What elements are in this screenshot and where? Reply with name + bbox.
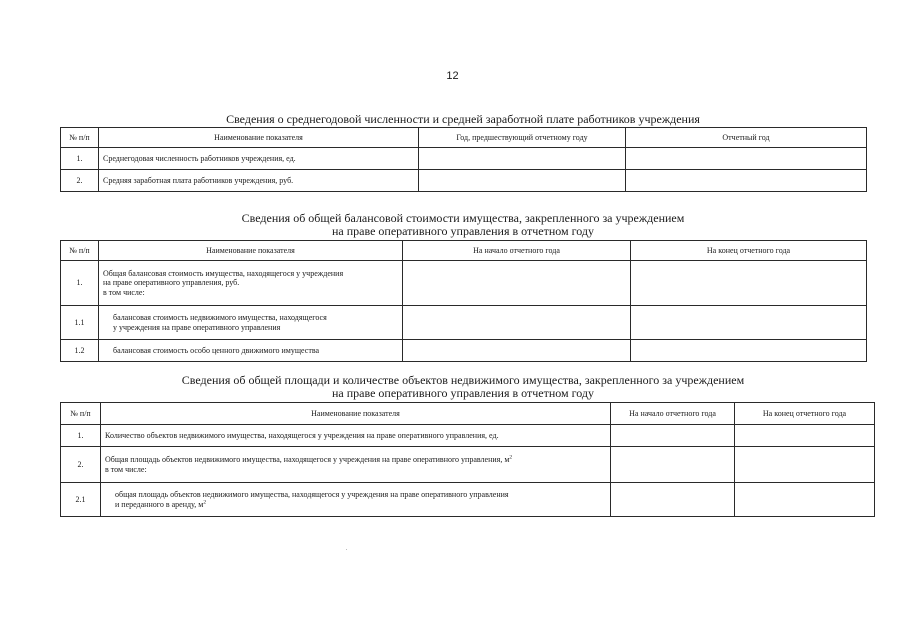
section3-table xyxy=(60,402,875,517)
row-num: 2.1 xyxy=(61,483,101,517)
value-cell[interactable] xyxy=(631,340,867,362)
row-num: 1. xyxy=(61,425,101,447)
col-header-prev-year: Год, предшествующий отчетному году xyxy=(419,128,626,148)
table-header-row xyxy=(61,403,875,425)
row-num: 1. xyxy=(61,261,99,306)
section1-title-text: Сведения о среднегодовой численности и средней заработной плате работников учреждения xyxy=(226,112,700,126)
value-cell[interactable] xyxy=(611,447,735,483)
row-num: 1.1 xyxy=(61,306,99,340)
row-name: Среднегодовая численность работников учреждения, ед. xyxy=(99,148,419,170)
col-header-end-year: На конец отчетного года xyxy=(735,403,875,425)
value-cell[interactable] xyxy=(419,170,626,192)
table-row xyxy=(61,483,875,517)
row-name-tail: в том числе: xyxy=(105,464,147,474)
section2-title-line1: Сведения об общей балансовой стоимости имущества, закрепленного за учреждением xyxy=(241,211,685,225)
value-cell[interactable] xyxy=(735,447,875,483)
section1-table xyxy=(60,127,867,192)
superscript: 2 xyxy=(203,498,207,505)
value-cell[interactable] xyxy=(611,425,735,447)
table-row xyxy=(61,170,867,192)
col-header-name: Наименование показателя xyxy=(101,403,611,425)
table-header-row xyxy=(61,128,867,148)
row-name: Количество объектов недвижимого имущества, находящегося у учреждения на праве оперативного управления, ед. xyxy=(101,425,611,447)
value-cell[interactable] xyxy=(403,261,631,306)
row-name-text: общая площадь объектов недвижимого имущества, находящегося у учреждения на праве оперативного управления и переданного в аренду, м xyxy=(115,490,509,509)
row-name xyxy=(101,483,611,517)
row-name: балансовая стоимость особо ценного движимого имущества xyxy=(99,340,403,362)
col-header-num: № п/п xyxy=(61,128,99,148)
section2-title xyxy=(60,212,866,238)
table-row xyxy=(61,148,867,170)
col-header-name: Наименование показателя xyxy=(99,128,419,148)
value-cell[interactable] xyxy=(626,170,867,192)
section2-table xyxy=(60,240,867,362)
page-number: 12 xyxy=(446,70,459,82)
col-header-report-year: Отчетный год xyxy=(626,128,867,148)
value-cell[interactable] xyxy=(403,340,631,362)
superscript: 2 xyxy=(509,454,513,461)
value-cell[interactable] xyxy=(631,306,867,340)
row-name: Общая балансовая стоимость имущества, находящегося у учреждения на праве оперативного управления, руб. в том числе: xyxy=(99,261,403,306)
col-header-end-year: На конец отчетного года xyxy=(631,241,867,261)
table-row xyxy=(61,447,875,483)
col-header-name: Наименование показателя xyxy=(99,241,403,261)
value-cell[interactable] xyxy=(735,425,875,447)
table-row xyxy=(61,340,867,362)
col-header-start-year: На начало отчетного года xyxy=(403,241,631,261)
table-row xyxy=(61,425,875,447)
section3-title xyxy=(60,374,866,400)
section2-title-line2: на праве оперативного управления в отчетном году xyxy=(331,224,595,238)
row-name: Средняя заработная плата работников учреждения, руб. xyxy=(99,170,419,192)
col-header-num: № п/п xyxy=(61,241,99,261)
section1-title xyxy=(60,113,866,126)
col-header-start-year: На начало отчетного года xyxy=(611,403,735,425)
table-header-row xyxy=(61,241,867,261)
value-cell[interactable] xyxy=(735,483,875,517)
row-num: 2. xyxy=(61,447,101,483)
row-num: 2. xyxy=(61,170,99,192)
col-header-num: № п/п xyxy=(61,403,101,425)
table-row xyxy=(61,261,867,306)
row-num: 1. xyxy=(61,148,99,170)
row-name xyxy=(101,447,611,483)
row-name-text: Общая площадь объектов недвижимого имущества, находящегося у учреждения на праве оперативного управления, м xyxy=(105,455,510,464)
value-cell[interactable] xyxy=(631,261,867,306)
row-name: балансовая стоимость недвижимого имущества, находящегося у учреждения на праве оперативного управления xyxy=(99,306,403,340)
value-cell[interactable] xyxy=(419,148,626,170)
value-cell[interactable] xyxy=(403,306,631,340)
section3-title-line2: на праве оперативного управления в отчетном году xyxy=(331,386,595,400)
section3-title-line1: Сведения об общей площади и количестве объектов недвижимого имущества, закрепленного за учреждением xyxy=(181,373,745,387)
table-row xyxy=(61,306,867,340)
value-cell[interactable] xyxy=(611,483,735,517)
value-cell[interactable] xyxy=(626,148,867,170)
row-num: 1.2 xyxy=(61,340,99,362)
scan-speck xyxy=(346,549,347,550)
